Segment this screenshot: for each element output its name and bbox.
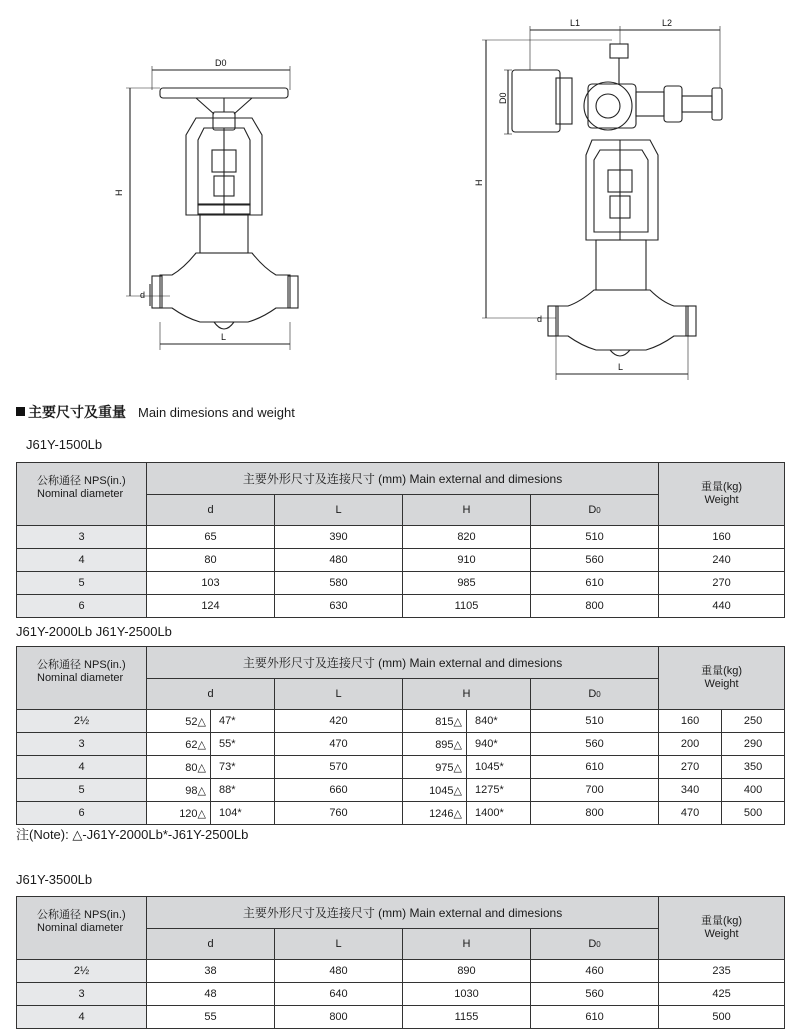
cell-d0: 800 [531,802,659,825]
cell-h-2500: 840* [467,710,531,733]
table-row [17,733,785,756]
dim-l1-right: L1 [570,18,581,28]
dim-l-left: L [221,332,227,342]
cell-d: 38 [147,960,275,983]
table-row [17,779,785,802]
table-row [17,572,785,595]
handwheel-valve-drawing [126,66,298,350]
cell-d-2500: 88* [211,779,275,802]
cell-h-2500: 940* [467,733,531,756]
dim-l-right: L [618,362,624,372]
table2-label: J61Y-2000Lb J61Y-2500Lb [16,624,172,639]
cell-d-2500: 73* [211,756,275,779]
cell-l: 800 [275,1006,403,1029]
cell-d: 55 [147,1006,275,1029]
cell-d: 80 [147,549,275,572]
nps-header-en: Nominal diameter [37,672,124,684]
table-row [17,595,785,618]
cell-nps: 6 [17,802,147,825]
cell-l: 480 [275,549,403,572]
dim-l2-right: L2 [662,18,673,28]
main-dims-header: 主要外形尺寸及连接尺寸 (mm) Main external and dimesions [147,463,659,495]
cell-nps: 5 [17,572,147,595]
cell-d-2500: 47* [211,710,275,733]
cell-d-2000: 52△ [147,710,211,733]
cell-h: 910 [403,549,531,572]
cell-h-2000: 895△ [403,733,467,756]
cell-l: 630 [275,595,403,618]
cell-weight: 425 [659,983,785,1006]
cell-h-2500: 1400* [467,802,531,825]
weight-header-en: Weight [704,494,739,506]
table-2000-2500lb [16,646,785,825]
cell-weight: 240 [659,549,785,572]
cell-h: 1105 [403,595,531,618]
cell-weight-2000: 470 [659,802,722,825]
col-h: H [403,678,531,710]
cell-weight-2500: 500 [722,802,785,825]
cell-d0: 610 [531,572,659,595]
table3-label: J61Y-3500Lb [16,872,93,887]
cell-d-2000: 80△ [147,756,211,779]
nps-header [17,463,147,526]
col-d: d [147,494,275,526]
table-row [17,710,785,733]
col-d: d [147,678,275,710]
weight-header [659,897,785,960]
dim-h-left: H [114,189,124,196]
cell-d0: 510 [531,710,659,733]
cell-nps: 2½ [17,960,147,983]
cell-d0: 610 [531,756,659,779]
nps-header-cn: 公称通径 NPS(in.) [37,475,126,487]
table-row [17,802,785,825]
dim-d0-right: D0 [498,92,508,104]
cell-l: 480 [275,960,403,983]
col-l: L [275,928,403,960]
cell-d: 124 [147,595,275,618]
col-l: L [275,494,403,526]
cell-d0: 700 [531,779,659,802]
col-d0: D0 [531,494,659,526]
dim-d-right: d [537,314,543,324]
cell-nps: 4 [17,549,147,572]
section-heading [16,402,295,422]
section-title-en: Main dimesions and weight [138,405,295,420]
table-row [17,756,785,779]
main-dims-header: 主要外形尺寸及连接尺寸 (mm) Main external and dimesions [147,647,659,679]
cell-h: 1030 [403,983,531,1006]
cell-d0: 800 [531,595,659,618]
main-dims-header: 主要外形尺寸及连接尺寸 (mm) Main external and dimesions [147,897,659,929]
col-l: L [275,678,403,710]
cell-weight-2000: 200 [659,733,722,756]
cell-nps: 6 [17,595,147,618]
nps-header-en: Nominal diameter [37,922,124,934]
cell-d-2000: 98△ [147,779,211,802]
cell-nps: 3 [17,526,147,549]
cell-h-2000: 815△ [403,710,467,733]
cell-h-2000: 975△ [403,756,467,779]
weight-header-en: Weight [704,678,739,690]
nps-header-en: Nominal diameter [37,488,124,500]
cell-h: 985 [403,572,531,595]
cell-h-2000: 1045△ [403,779,467,802]
table2-note: 注(Note): △-J61Y-2000Lb*-J61Y-2500Lb [16,827,249,842]
valve-drawings [0,0,800,390]
col-h: H [403,928,531,960]
cell-h-2000: 1246△ [403,802,467,825]
cell-h: 1155 [403,1006,531,1029]
square-bullet-icon [16,407,25,416]
cell-weight: 160 [659,526,785,549]
weight-header-en: Weight [704,928,739,940]
cell-l: 640 [275,983,403,1006]
weight-header [659,463,785,526]
col-d0: D0 [531,678,659,710]
cell-d-2500: 55* [211,733,275,756]
cell-weight-2000: 270 [659,756,722,779]
dim-d-left: d [140,290,146,300]
cell-l: 660 [275,779,403,802]
cell-nps: 5 [17,779,147,802]
cell-l: 580 [275,572,403,595]
section-title-cn: 主要尺寸及重量 [28,404,126,420]
col-h: H [403,494,531,526]
table-row [17,960,785,983]
cell-l: 420 [275,710,403,733]
cell-weight-2500: 290 [722,733,785,756]
weight-header-cn: 重量(kg) [701,915,742,927]
cell-d0: 510 [531,526,659,549]
col-d: d [147,928,275,960]
cell-weight-2500: 400 [722,779,785,802]
table-1500lb [16,462,785,618]
actuator-valve-drawing [482,26,722,380]
cell-weight-2500: 350 [722,756,785,779]
col-d0: D0 [531,928,659,960]
table1-label: J61Y-1500Lb [26,437,103,452]
cell-h: 890 [403,960,531,983]
cell-l: 390 [275,526,403,549]
cell-d-2500: 104* [211,802,275,825]
weight-header [659,647,785,710]
cell-l: 760 [275,802,403,825]
cell-d: 65 [147,526,275,549]
cell-d: 48 [147,983,275,1006]
nps-header [17,897,147,960]
cell-nps: 3 [17,983,147,1006]
cell-d0: 460 [531,960,659,983]
cell-h: 820 [403,526,531,549]
dim-d0-left: D0 [215,58,227,68]
cell-d0: 560 [531,733,659,756]
cell-weight-2500: 250 [722,710,785,733]
cell-d0: 560 [531,983,659,1006]
cell-nps: 3 [17,733,147,756]
cell-d0: 560 [531,549,659,572]
table-3500lb [16,896,785,1029]
cell-d0: 610 [531,1006,659,1029]
cell-l: 470 [275,733,403,756]
weight-header-cn: 重量(kg) [701,481,742,493]
cell-d-2000: 62△ [147,733,211,756]
cell-weight: 235 [659,960,785,983]
cell-weight: 440 [659,595,785,618]
table-row [17,526,785,549]
nps-header-cn: 公称通径 NPS(in.) [37,659,126,671]
cell-weight-2000: 340 [659,779,722,802]
cell-weight: 500 [659,1006,785,1029]
cell-nps: 4 [17,756,147,779]
cell-h-2500: 1275* [467,779,531,802]
table-row [17,549,785,572]
cell-d: 103 [147,572,275,595]
nps-header [17,647,147,710]
weight-header-cn: 重量(kg) [701,665,743,677]
cell-weight: 270 [659,572,785,595]
cell-weight-2000: 160 [659,710,722,733]
cell-h-2500: 1045* [467,756,531,779]
cell-nps: 2½ [17,710,147,733]
nps-header-cn: 公称通径 NPS(in.) [37,909,126,921]
cell-nps: 4 [17,1006,147,1029]
cell-l: 570 [275,756,403,779]
table-row [17,1006,785,1029]
dim-h-right: H [474,179,484,186]
table-row [17,983,785,1006]
cell-d-2000: 120△ [147,802,211,825]
